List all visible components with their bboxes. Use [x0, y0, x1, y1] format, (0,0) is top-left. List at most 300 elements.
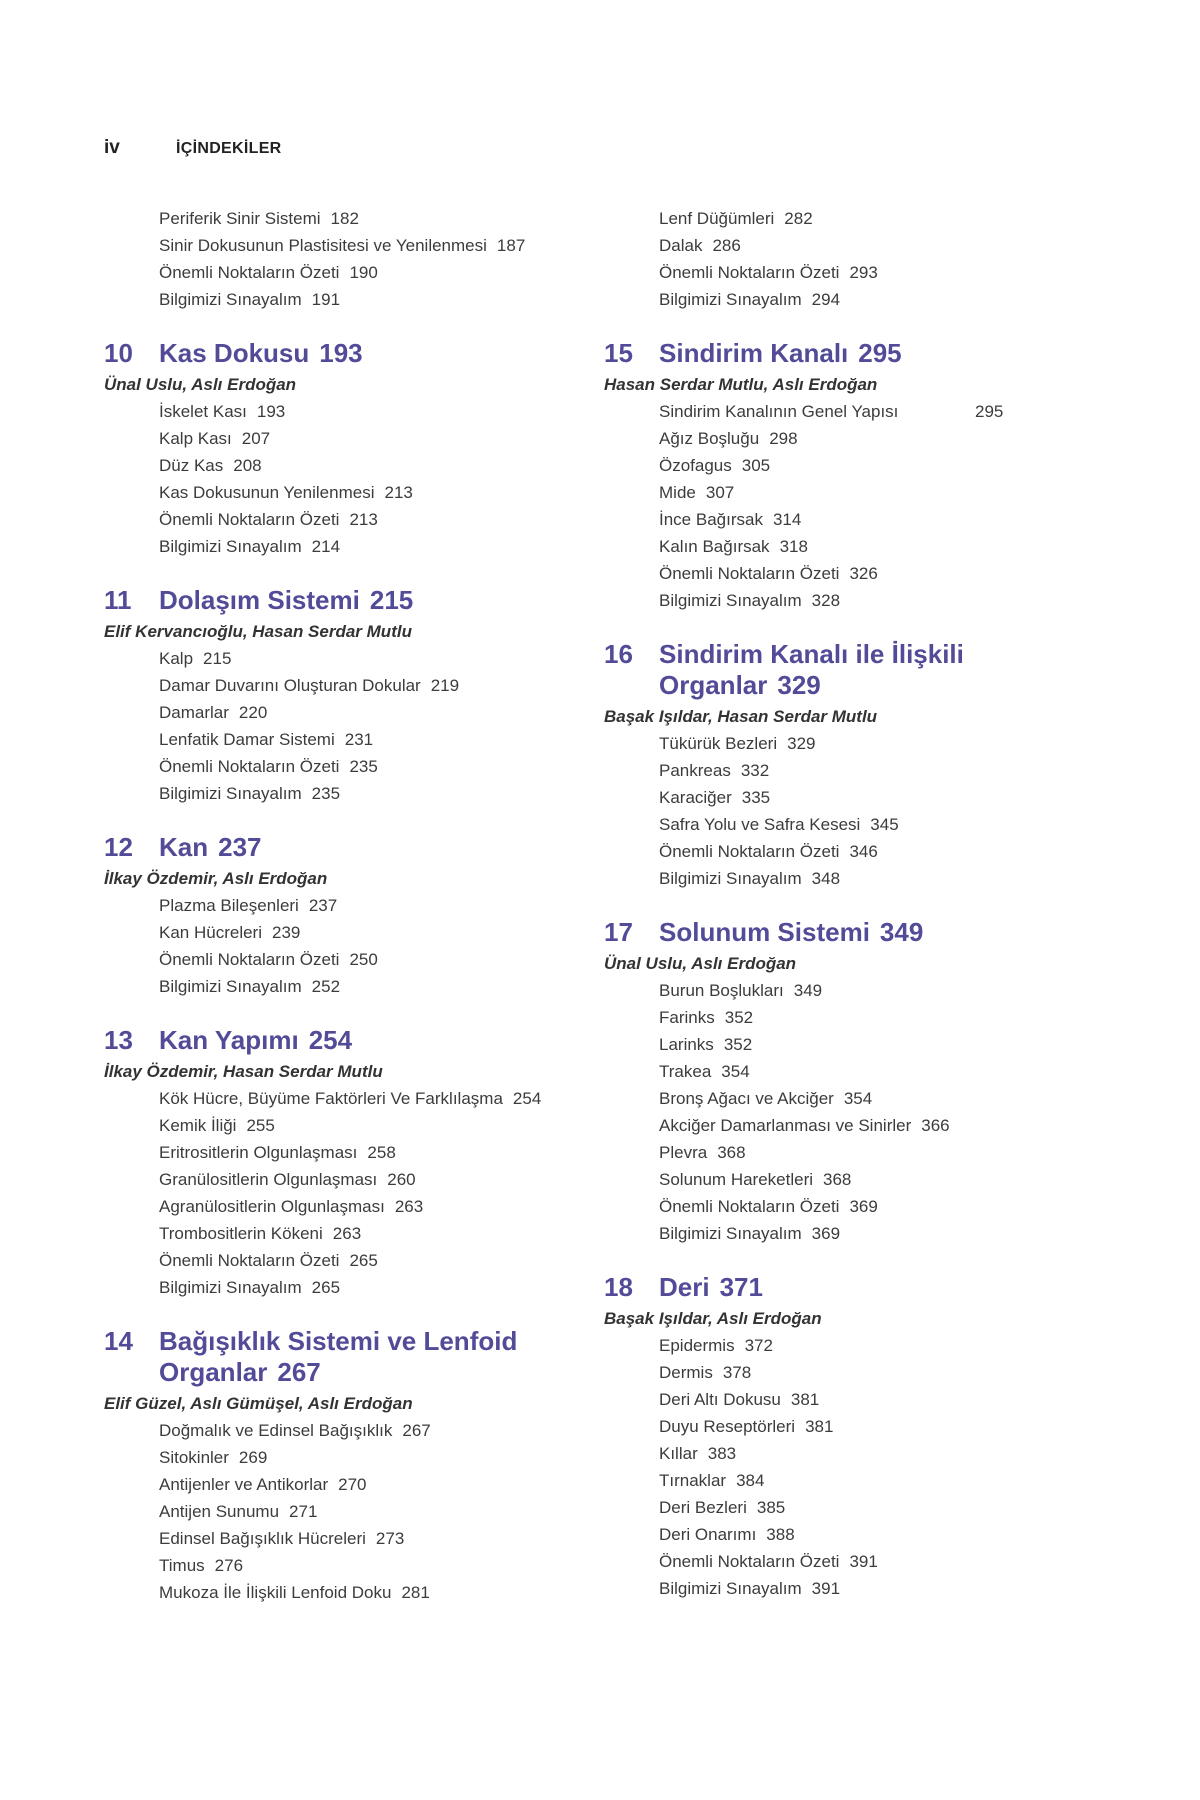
toc-entry[interactable] — [604, 730, 1124, 757]
chapter-title-text: Sindirim Kanalı ile İlişkili — [659, 639, 964, 669]
chapter-number: 16 — [604, 639, 633, 669]
chapter-title-wrap — [659, 917, 923, 948]
chapter-page: 237 — [218, 832, 262, 862]
chapter-block — [104, 338, 604, 560]
entry-page: 265 — [311, 1278, 341, 1297]
entry-title: Doğmalık ve Edinsel Bağışıklık — [159, 1421, 393, 1440]
chapter-heading[interactable] — [104, 585, 604, 616]
entry-title: Ağız Boşluğu — [659, 429, 760, 448]
chapter-authors: Elif Kervancıoğlu, Hasan Serdar Mutlu — [104, 622, 412, 641]
chapter-authors: Başak Işıldar, Hasan Serdar Mutlu — [604, 707, 878, 726]
entry-page: 391 — [811, 1579, 841, 1598]
entry-page: 318 — [779, 537, 808, 556]
entry-title: Mide — [659, 483, 696, 502]
entry-title: Önemli Noktaların Özeti — [659, 1552, 840, 1571]
toc-entry[interactable] — [104, 533, 604, 560]
toc-entry[interactable] — [104, 1247, 604, 1274]
chapter-title — [159, 1326, 517, 1357]
entry-page: 220 — [238, 703, 268, 722]
entry-page: 348 — [811, 869, 841, 888]
entry-page: 191 — [311, 290, 341, 309]
toc-entry[interactable] — [604, 1440, 1124, 1467]
entry-title: Bilgimizi Sınayalım — [159, 1278, 302, 1297]
chapter-title-wrap — [159, 1025, 352, 1056]
toc-entry[interactable] — [604, 560, 1124, 587]
chapter-block — [604, 639, 1124, 892]
chapter-block — [104, 1025, 604, 1301]
chapter-title-text: Dolaşım Sistemi — [159, 585, 360, 615]
entry-title: Akciğer Damarlanması ve Sinirler — [659, 1116, 912, 1135]
toc-entry[interactable] — [604, 533, 1124, 560]
toc-entry[interactable] — [604, 506, 1124, 533]
entry-page: 187 — [496, 236, 526, 255]
page-number: iv — [104, 137, 120, 158]
toc-entry[interactable] — [104, 753, 604, 780]
chapter-page: 295 — [858, 338, 902, 368]
entry-title: Bilgimizi Sınayalım — [659, 290, 802, 309]
chapter-title-wrap — [159, 585, 413, 616]
entry-page: 255 — [246, 1116, 275, 1135]
chapter-number: 13 — [104, 1025, 133, 1055]
entry-title: İnce Bağırsak — [659, 510, 763, 529]
entry-title: Özofagus — [659, 456, 732, 475]
entry-title: Önemli Noktaların Özeti — [659, 564, 840, 583]
toc-entry[interactable] — [104, 1552, 604, 1579]
chapter-title-text: Bağışıklık Sistemi ve Lenfoid — [159, 1326, 518, 1356]
toc-entry[interactable] — [604, 977, 1124, 1004]
entry-page: 271 — [289, 1502, 318, 1521]
toc-entry[interactable] — [604, 1139, 1124, 1166]
entry-title: Bilgimizi Sınayalım — [659, 869, 802, 888]
toc-entry[interactable] — [604, 286, 1124, 313]
toc-entry[interactable] — [104, 259, 604, 286]
chapter-title-text: Sindirim Kanalı — [659, 338, 849, 368]
toc-entry[interactable] — [104, 1166, 604, 1193]
entry-title: Bilgimizi Sınayalım — [159, 977, 302, 996]
entry-page: 369 — [849, 1197, 878, 1216]
toc-entry[interactable] — [604, 838, 1124, 865]
entry-title: Antijen Sunumu — [159, 1502, 280, 1521]
entry-page: 190 — [349, 263, 378, 282]
entry-title: Deri Altı Dokusu — [659, 1390, 781, 1409]
toc-entry[interactable] — [604, 1031, 1124, 1058]
entry-page: 329 — [787, 734, 816, 753]
entry-title: Karaciğer — [659, 788, 732, 807]
toc-entry[interactable] — [604, 1085, 1124, 1112]
entry-page: 354 — [721, 1062, 750, 1081]
toc-entry[interactable] — [604, 1004, 1124, 1031]
entry-title: Kalp Kası — [159, 429, 232, 448]
entry-title: Bilgimizi Sınayalım — [159, 784, 302, 803]
toc-entry[interactable] — [604, 452, 1124, 479]
entry-title: Önemli Noktaların Özeti — [159, 263, 340, 282]
entry-title: Kalın Bağırsak — [659, 537, 770, 556]
entry-title: Kalp — [159, 649, 194, 668]
entry-page: 213 — [384, 483, 413, 502]
entry-title: Pankreas — [659, 761, 731, 780]
toc-entry[interactable] — [604, 1112, 1124, 1139]
chapter-heading[interactable] — [604, 639, 1124, 701]
chapter-title — [159, 338, 363, 369]
toc-entry[interactable] — [104, 1471, 604, 1498]
entry-title: Tırnaklar — [659, 1471, 727, 1490]
entry-page: 368 — [823, 1170, 852, 1189]
chapter-number: 17 — [604, 917, 633, 947]
entry-page: 368 — [717, 1143, 746, 1162]
entry-page: 263 — [394, 1197, 424, 1216]
toc-entry[interactable] — [604, 479, 1124, 506]
entry-page: 235 — [311, 784, 341, 803]
entry-page: 182 — [330, 209, 359, 228]
entry-title: Lenf Düğümleri — [659, 209, 775, 228]
entry-page: 381 — [805, 1417, 834, 1436]
toc-entry[interactable] — [104, 973, 604, 1000]
chapter-authors: Başak Işıldar, Aslı Erdoğan — [604, 1309, 822, 1328]
entry-page: 281 — [401, 1583, 430, 1602]
entry-page: 265 — [349, 1251, 378, 1270]
toc-entry[interactable] — [104, 919, 604, 946]
chapter-block — [104, 585, 604, 807]
chapter-page: 371 — [719, 1272, 763, 1302]
toc-entry[interactable] — [604, 1575, 1124, 1602]
entry-title: Düz Kas — [159, 456, 224, 475]
toc-entry[interactable] — [604, 784, 1124, 811]
entry-page: 252 — [311, 977, 341, 996]
entry-page: 332 — [740, 761, 770, 780]
toc-entry[interactable] — [604, 811, 1124, 838]
entry-title: Sitokinler — [159, 1448, 229, 1467]
toc-column-left — [104, 205, 604, 1606]
chapter-number: 10 — [104, 338, 133, 368]
entry-title: Lenfatik Damar Sistemi — [159, 730, 335, 749]
chapter-page: 215 — [369, 585, 414, 615]
chapter-authors: İlkay Özdemir, Hasan Serdar Mutlu — [104, 1062, 383, 1081]
chapter-title-text: Kan Yapımı — [159, 1025, 299, 1055]
chapter-number: 11 — [104, 585, 132, 615]
entry-page: 328 — [811, 591, 841, 610]
entry-page: 349 — [793, 981, 823, 1000]
chapter-heading[interactable] — [604, 338, 1124, 369]
entry-page: 237 — [308, 896, 338, 915]
entry-title: Solunum Hareketleri — [659, 1170, 814, 1189]
entry-title: Bilgimizi Sınayalım — [659, 591, 802, 610]
toc-entry[interactable] — [104, 286, 604, 313]
entry-title: Trakea — [659, 1062, 712, 1081]
chapter-heading[interactable] — [604, 917, 1124, 948]
toc-entry[interactable] — [104, 726, 604, 753]
chapter-heading[interactable] — [604, 1272, 1124, 1303]
chapter-title-line2 — [159, 1357, 517, 1388]
entry-page: 213 — [349, 510, 378, 529]
entry-title: Safra Yolu ve Safra Kesesi — [659, 815, 861, 834]
toc-entry[interactable] — [104, 232, 604, 259]
entry-page: 326 — [849, 564, 878, 583]
entry-page: 369 — [811, 1224, 841, 1243]
entry-title: Önemli Noktaların Özeti — [159, 510, 340, 529]
toc-entry[interactable] — [604, 757, 1124, 784]
entry-page: 381 — [790, 1390, 820, 1409]
entry-page: 366 — [921, 1116, 950, 1135]
toc-entry[interactable] — [104, 780, 604, 807]
chapter-title — [659, 1272, 763, 1303]
entry-title: Trombositlerin Kökeni — [159, 1224, 323, 1243]
toc-entry[interactable] — [604, 1548, 1124, 1575]
toc-entry[interactable] — [604, 1058, 1124, 1085]
toc-entry[interactable] — [604, 398, 1124, 425]
chapter-title-text: Solunum Sistemi — [659, 917, 870, 947]
entry-title: Burun Boşlukları — [659, 981, 784, 1000]
entry-page: 295 — [975, 402, 1004, 421]
entry-title: Timus — [159, 1556, 205, 1575]
toc-entry[interactable] — [104, 1417, 604, 1444]
running-head — [104, 137, 282, 159]
chapter-page: 193 — [319, 338, 363, 368]
chapter-block — [604, 917, 1124, 1247]
toc-entry[interactable] — [604, 1166, 1124, 1193]
chapter-number: 15 — [604, 338, 633, 368]
chapter-title-wrap — [659, 1272, 763, 1303]
chapter-title — [659, 338, 902, 369]
toc-entry[interactable] — [104, 479, 604, 506]
entry-title: Dalak — [659, 236, 703, 255]
entry-title: Bilgimizi Sınayalım — [159, 537, 302, 556]
entry-page: 345 — [870, 815, 899, 834]
toc-entry[interactable] — [604, 232, 1124, 259]
entry-title: Bilgimizi Sınayalım — [659, 1224, 802, 1243]
entry-title: Önemli Noktaların Özeti — [659, 1197, 840, 1216]
entry-page: 235 — [349, 757, 378, 776]
entry-title: Sinir Dokusunun Plastisitesi ve Yenilenmesi — [159, 236, 487, 255]
entry-title: Eritrositlerin Olgunlaşması — [159, 1143, 358, 1162]
entry-page: 314 — [772, 510, 802, 529]
toc-entry[interactable] — [104, 699, 604, 726]
chapter-heading[interactable] — [104, 832, 604, 863]
toc-entry[interactable] — [604, 259, 1124, 286]
entry-page: 208 — [233, 456, 262, 475]
chapter-page: 349 — [879, 917, 924, 947]
entry-page: 219 — [430, 676, 460, 695]
entry-page: 193 — [256, 402, 286, 421]
entry-page: 214 — [311, 537, 341, 556]
entry-title: Bronş Ağacı ve Akciğer — [659, 1089, 834, 1108]
chapter-authors: Ünal Uslu, Aslı Erdoğan — [104, 375, 297, 394]
entry-page: 305 — [741, 456, 771, 475]
toc-entry[interactable] — [604, 1467, 1124, 1494]
chapter-heading[interactable] — [104, 1326, 604, 1388]
entry-page: 215 — [203, 649, 232, 668]
toc-entry[interactable] — [604, 1332, 1124, 1359]
entry-page: 231 — [344, 730, 374, 749]
entry-title: Önemli Noktaların Özeti — [659, 263, 840, 282]
toc-entry[interactable] — [104, 205, 604, 232]
entry-page: 239 — [272, 923, 301, 942]
toc-entry[interactable] — [104, 1220, 604, 1247]
entry-title: Önemli Noktaların Özeti — [159, 1251, 340, 1270]
entry-title: Damar Duvarını Oluşturan Dokular — [159, 676, 421, 695]
entry-page: 352 — [723, 1035, 753, 1054]
chapter-title-text: Kas Dokusu — [159, 338, 310, 368]
toc-entry[interactable] — [104, 1193, 604, 1220]
toc-entry[interactable] — [604, 587, 1124, 614]
toc-entry[interactable] — [104, 1525, 604, 1552]
chapter-page: 267 — [277, 1357, 321, 1387]
entry-page: 250 — [349, 950, 378, 969]
entry-page: 352 — [724, 1008, 754, 1027]
entry-title: Kök Hücre, Büyüme Faktörleri Ve Farklılaşma — [159, 1089, 503, 1108]
chapter-block — [604, 1272, 1124, 1602]
entry-title: Kas Dokusunun Yenilenmesi — [159, 483, 375, 502]
entry-title: Kan Hücreleri — [159, 923, 262, 942]
chapter-title-text: Organlar — [659, 670, 768, 700]
toc-entry[interactable] — [104, 946, 604, 973]
entry-title: Bilgimizi Sınayalım — [659, 1579, 802, 1598]
entry-page: 263 — [332, 1224, 362, 1243]
toc-entry[interactable] — [604, 1193, 1124, 1220]
toc-entry[interactable] — [104, 506, 604, 533]
entry-page: 384 — [736, 1471, 765, 1490]
entry-title: Damarlar — [159, 703, 229, 722]
entry-page: 388 — [766, 1525, 795, 1544]
toc-entry[interactable] — [604, 865, 1124, 892]
toc-entry[interactable] — [604, 1359, 1124, 1386]
entry-title: İskelet Kası — [159, 402, 247, 421]
entry-title: Periferik Sinir Sistemi — [159, 209, 321, 228]
entry-title: Larinks — [659, 1035, 714, 1054]
entry-title: Epidermis — [659, 1336, 735, 1355]
entry-page: 391 — [849, 1552, 878, 1571]
toc-entry[interactable] — [104, 1498, 604, 1525]
chapter-block — [104, 1326, 604, 1606]
entry-title: Edinsel Bağışıklık Hücreleri — [159, 1529, 366, 1548]
entry-title: Önemli Noktaların Özeti — [159, 950, 340, 969]
chapter-authors: Hasan Serdar Mutlu, Aslı Erdoğan — [604, 375, 878, 394]
chapter-title-wrap — [659, 338, 902, 369]
entry-title: Bilgimizi Sınayalım — [159, 290, 302, 309]
toc-entry[interactable] — [104, 425, 604, 452]
toc-entry[interactable] — [104, 1139, 604, 1166]
entry-title: Granülositlerin Olgunlaşması — [159, 1170, 378, 1189]
entry-page: 346 — [849, 842, 878, 861]
entry-title: Antijenler ve Antikorlar — [159, 1475, 329, 1494]
chapter-authors: Ünal Uslu, Aslı Erdoğan — [604, 954, 797, 973]
entry-title: Deri Onarımı — [659, 1525, 757, 1544]
entry-page: 307 — [705, 483, 735, 502]
chapter-authors: İlkay Özdemir, Aslı Erdoğan — [104, 869, 328, 888]
toc-entry[interactable] — [104, 1112, 604, 1139]
toc-entry[interactable] — [604, 1220, 1124, 1247]
toc-entry[interactable] — [604, 425, 1124, 452]
chapter-title-text: Organlar — [159, 1357, 268, 1387]
chapter-number: 14 — [104, 1326, 133, 1356]
entry-page: 270 — [338, 1475, 367, 1494]
chapter-title — [159, 1025, 352, 1056]
entry-page: 286 — [712, 236, 741, 255]
entry-page: 293 — [849, 263, 878, 282]
chapter-title-text: Kan — [159, 832, 209, 862]
chapter-title-wrap — [159, 832, 262, 863]
chapter-title-text: Deri — [659, 1272, 710, 1302]
chapter-title — [159, 832, 262, 863]
entry-title: Mukoza İle İlişkili Lenfoid Doku — [159, 1583, 392, 1602]
entry-title: Farinks — [659, 1008, 715, 1027]
entry-page: 276 — [214, 1556, 244, 1575]
chapter-title — [659, 917, 923, 948]
entry-page: 372 — [744, 1336, 773, 1355]
chapter-title — [159, 585, 413, 616]
chapter-title — [659, 639, 964, 670]
entry-title: Kıllar — [659, 1444, 698, 1463]
toc-entry[interactable] — [104, 1579, 604, 1606]
chapter-heading[interactable] — [104, 1025, 604, 1056]
entry-title: Deri Bezleri — [659, 1498, 747, 1517]
entry-page: 385 — [756, 1498, 786, 1517]
chapter-title-wrap — [659, 639, 964, 701]
entry-page: 335 — [741, 788, 771, 807]
entry-page: 254 — [512, 1089, 542, 1108]
entry-page: 207 — [241, 429, 271, 448]
entry-page: 269 — [238, 1448, 268, 1467]
entry-title: Tükürük Bezleri — [659, 734, 778, 753]
toc-entry[interactable] — [104, 452, 604, 479]
page-title: İÇİNDEKİLER — [176, 140, 282, 157]
chapter-page: 329 — [777, 670, 821, 700]
entry-title: Plazma Bileşenleri — [159, 896, 299, 915]
chapter-number: 18 — [604, 1272, 633, 1302]
chapter-authors: Elif Güzel, Aslı Gümüşel, Aslı Erdoğan — [104, 1394, 413, 1413]
chapter-page: 254 — [308, 1025, 353, 1055]
entry-title: Önemli Noktaların Özeti — [159, 757, 340, 776]
toc-entry[interactable] — [104, 672, 604, 699]
toc-entry[interactable] — [104, 1444, 604, 1471]
chapter-title-wrap — [159, 338, 363, 369]
toc-entry[interactable] — [104, 645, 604, 672]
toc-entry[interactable] — [604, 205, 1124, 232]
entry-title: Önemli Noktaların Özeti — [659, 842, 840, 861]
entry-page: 258 — [367, 1143, 396, 1162]
entry-page: 282 — [784, 209, 813, 228]
toc-entry[interactable] — [604, 1386, 1124, 1413]
chapter-title-line2 — [659, 670, 964, 701]
entry-page: 273 — [375, 1529, 405, 1548]
chapter-title-wrap — [159, 1326, 517, 1388]
toc-entry[interactable] — [104, 1274, 604, 1301]
entry-title: Plevra — [659, 1143, 708, 1162]
entry-title: Sindirim Kanalının Genel Yapısı — [659, 402, 899, 421]
entry-page: 383 — [707, 1444, 737, 1463]
entry-page: 267 — [402, 1421, 431, 1440]
entry-page: 260 — [387, 1170, 416, 1189]
entry-title: Agranülositlerin Olgunlaşması — [159, 1197, 385, 1216]
chapter-block — [604, 338, 1124, 614]
toc-entry[interactable] — [104, 1085, 604, 1112]
entry-page: 298 — [769, 429, 798, 448]
entry-title: Kemik İliği — [159, 1116, 237, 1135]
entry-title: Dermis — [659, 1363, 713, 1382]
chapter-heading[interactable] — [104, 338, 604, 369]
toc-column-right — [604, 205, 1124, 1602]
toc-entry[interactable] — [604, 1494, 1124, 1521]
entry-page: 378 — [722, 1363, 752, 1382]
entry-title: Duyu Reseptörleri — [659, 1417, 796, 1436]
chapter-number: 12 — [104, 832, 133, 862]
toc-entry[interactable] — [604, 1521, 1124, 1548]
entry-page: 354 — [843, 1089, 873, 1108]
toc-entry[interactable] — [104, 892, 604, 919]
chapter-block — [104, 832, 604, 1000]
toc-entry[interactable] — [104, 398, 604, 425]
toc-entry[interactable] — [604, 1413, 1124, 1440]
entry-page: 294 — [811, 290, 841, 309]
